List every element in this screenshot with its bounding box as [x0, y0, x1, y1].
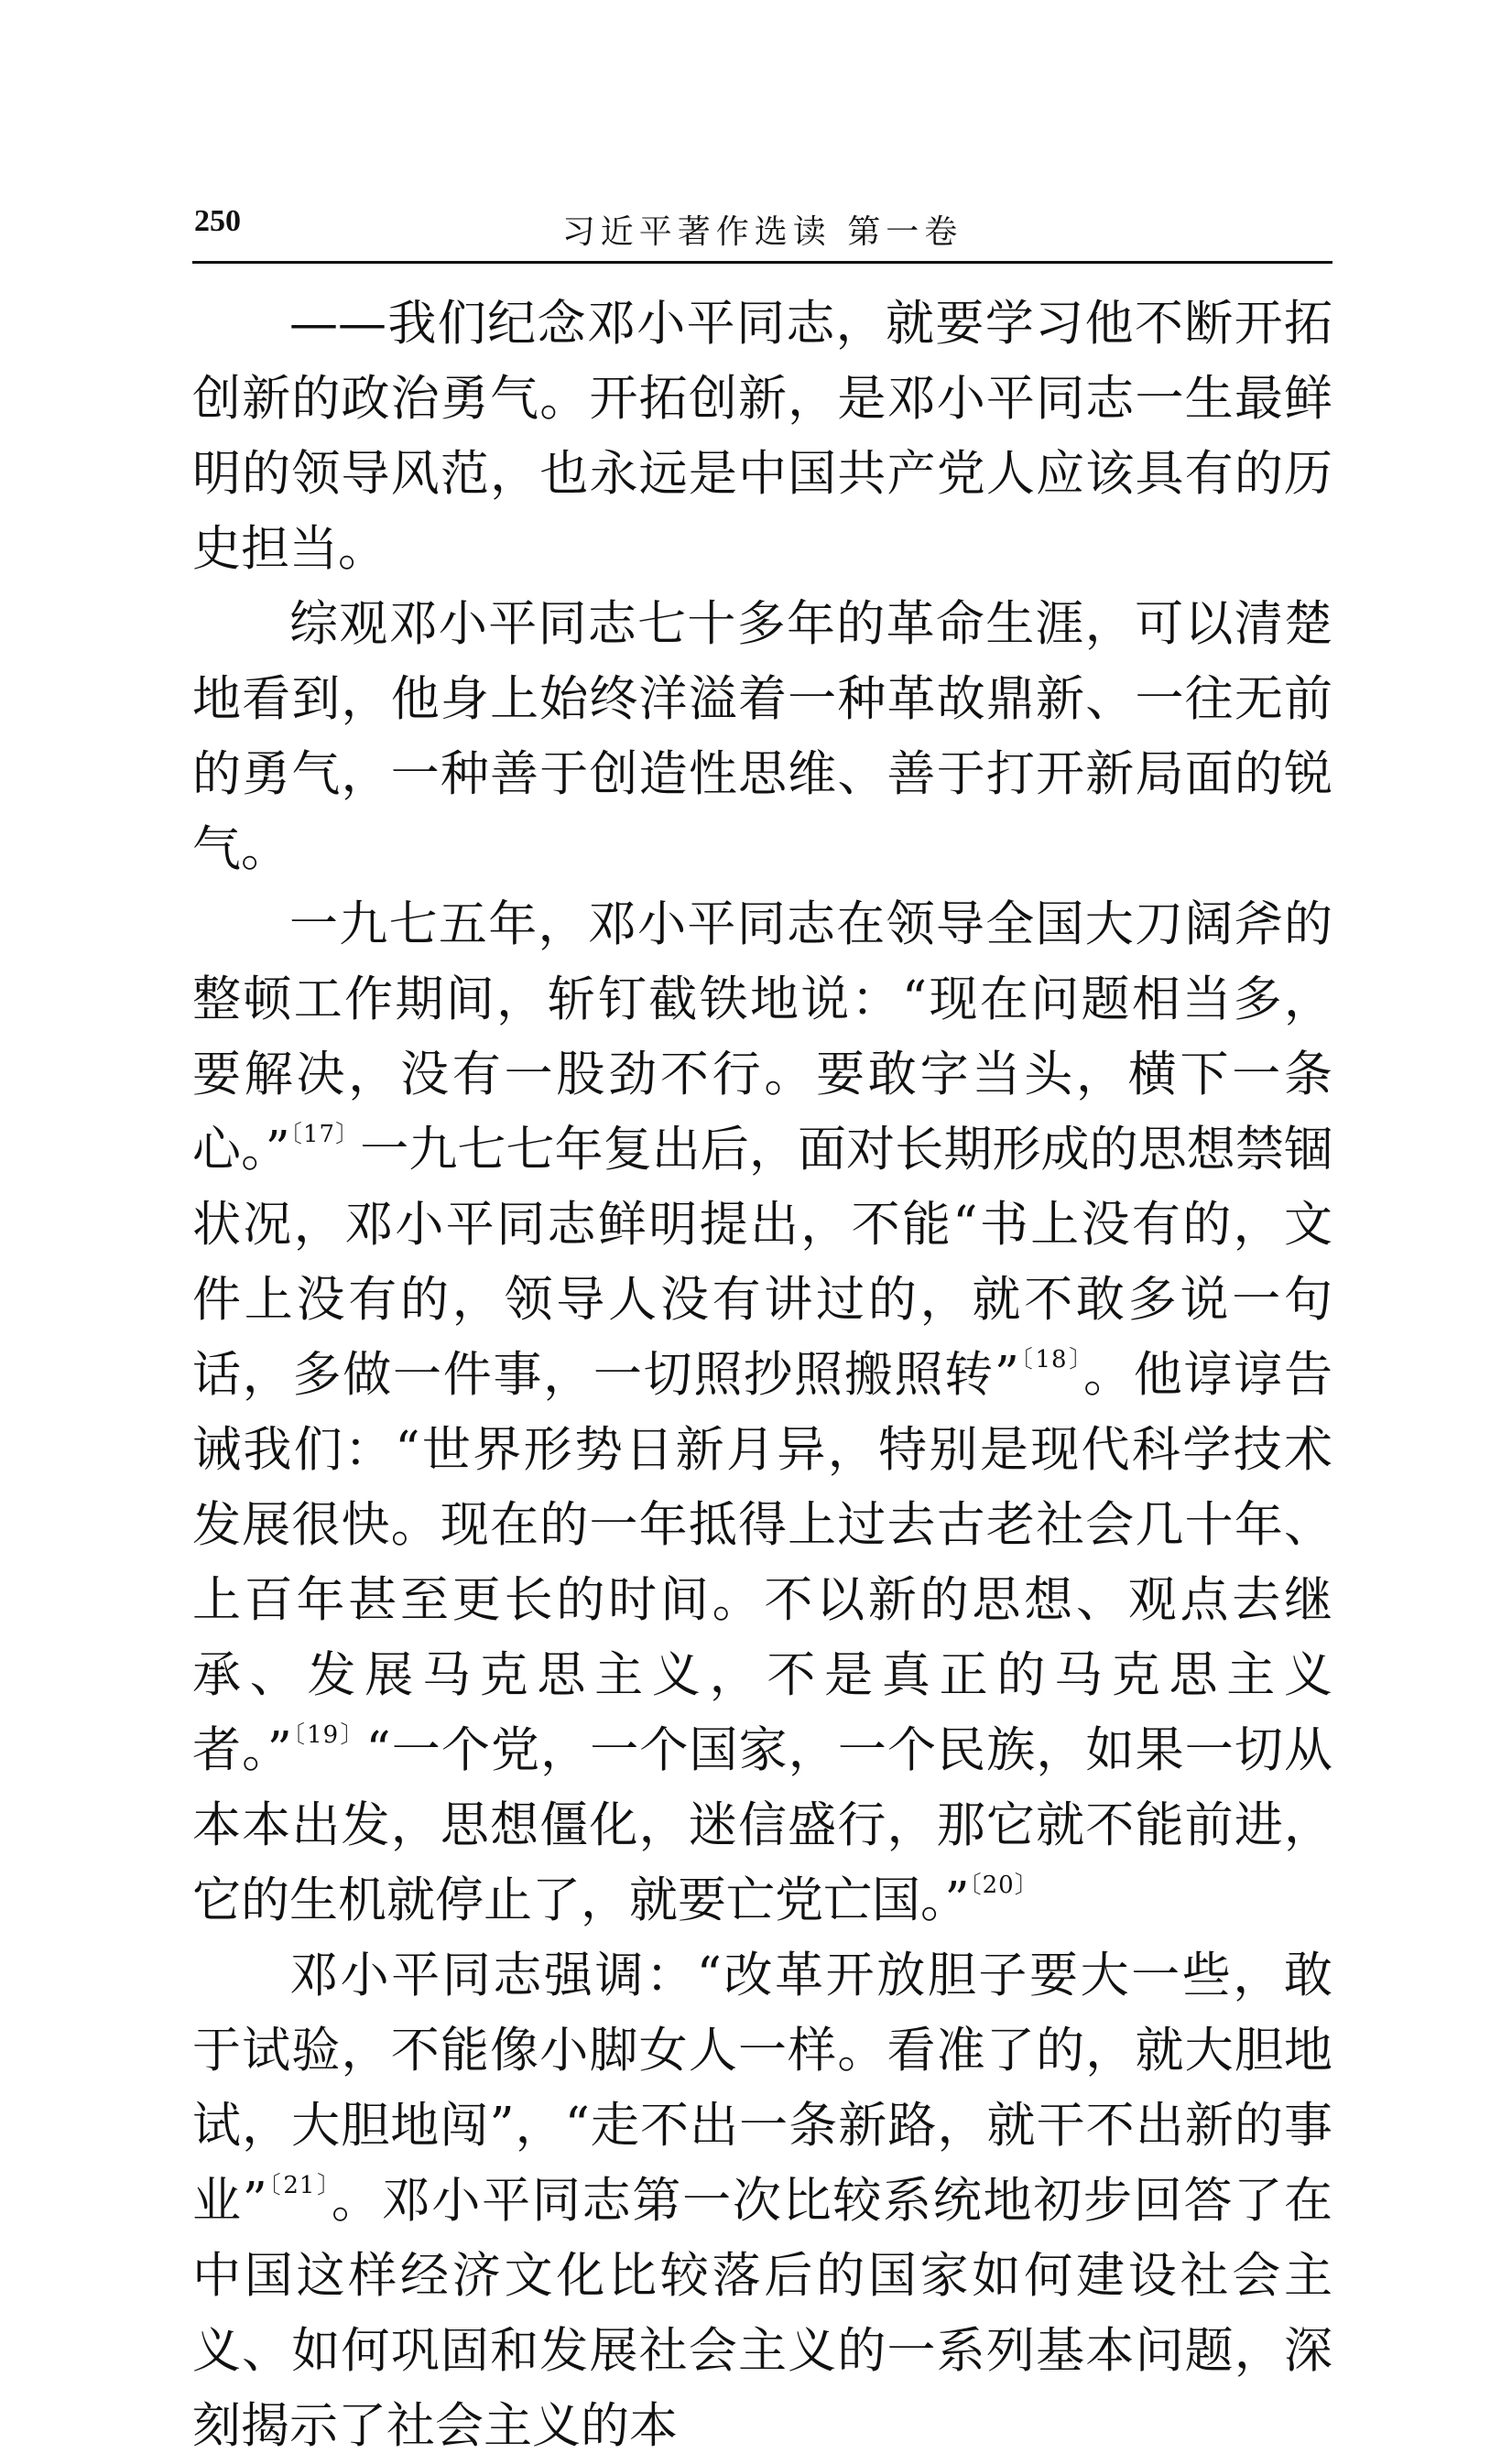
paragraph-2 — [192, 587, 1332, 887]
paragraph-text: 。邓小平同志第一次比较系统地初步回答了在中国这样经济文化比较落后的国家如何建设社会主义、如何巩固和发展社会主义的一系列基本问题，深刻揭示了社会主义的本 — [192, 2173, 1332, 2454]
page-header — [192, 197, 1332, 264]
paragraph-3 — [192, 887, 1332, 1938]
footnote-ref-18: 〔18〕 — [1018, 1346, 1084, 1373]
paragraph-4 — [192, 1938, 1332, 2464]
book-page — [192, 197, 1332, 2464]
paragraph-text: 邓小平同志强调：“改革开放胆子要大一些，敢于试验，不能像小脚女人一样。看准了的，就大胆地试，大胆地闯”，“走不出一条新路，就干不出新的事业” — [192, 1948, 1332, 2229]
paragraph-text: ——我们纪念邓小平同志，就要学习他不断开拓创新的政治勇气。开拓创新，是邓小平同志一生最鲜明的领导风范，也永远是中国共产党人应该具有的历史担当。 — [192, 296, 1332, 577]
paragraph-1 — [192, 287, 1332, 587]
body-text — [192, 287, 1332, 2464]
page-number: 250 — [194, 204, 241, 238]
footnote-ref-21: 〔21〕 — [266, 2172, 332, 2199]
paragraph-text: 。他谆谆告诫我们：“世界形势日新月异，特别是现代科学技术发展很快。现在的一年抵得上过去古老社会几十年、上百年甚至更长的时间。不以新的思想、观点去继承、发展马克思主义，不是真正的马克思主义者。” — [192, 1347, 1332, 1778]
paragraph-text: 一九七五年，邓小平同志在领导全国大刀阔斧的整顿工作期间，斩钉截铁地说：“现在问题相当多，要解决，没有一股劲不行。要敢字当头，横下一条心。” — [192, 896, 1332, 1178]
footnote-ref-20: 〔20〕 — [969, 1872, 1039, 1899]
footnote-ref-19: 〔19〕 — [291, 1721, 366, 1749]
running-title: 习近平著作选读 第一卷 — [561, 213, 963, 251]
paragraph-text: 一九七七年复出后，面对长期形成的思想禁锢状况，邓小平同志鲜明提出，不能“书上没有的，文件上没有的，领导人没有讲过的，就不敢多说一句话，多做一件事，一切照抄照搬照转” — [192, 1122, 1332, 1403]
paragraph-text: “一个党，一个国家，一个民族，如果一切从本本出发，思想僵化，迷信盛行，那它就不能前进，它的生机就停止了，就要亡党亡国。” — [192, 1722, 1332, 1928]
footnote-ref-17: 〔17〕 — [289, 1121, 361, 1148]
paragraph-text: 综观邓小平同志七十多年的革命生涯，可以清楚地看到，他身上始终洋溢着一种革故鼎新、一往无前的勇气，一种善于创造性思维、善于打开新局面的锐气。 — [192, 596, 1332, 877]
